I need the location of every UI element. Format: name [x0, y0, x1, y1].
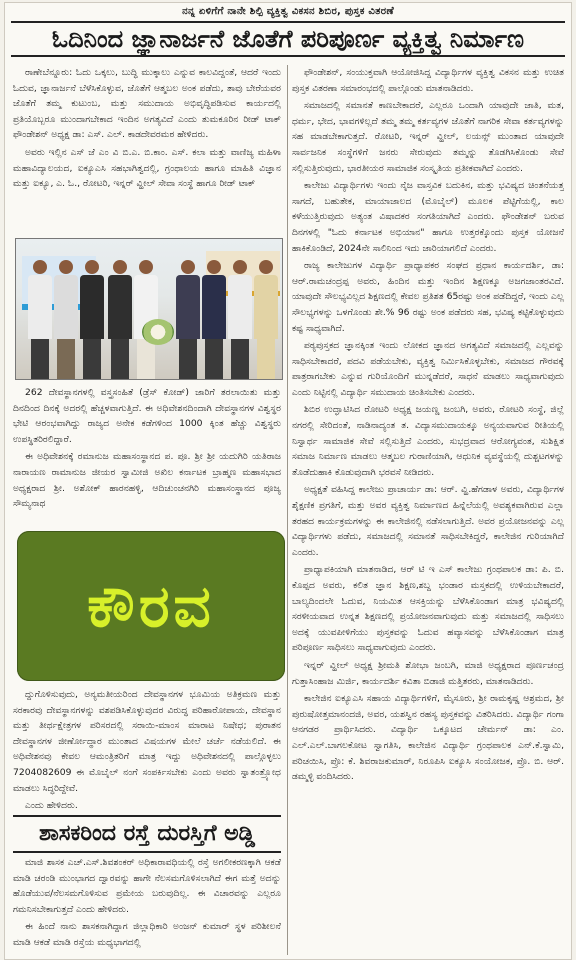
flower-bouquet	[142, 319, 174, 345]
paragraph: ಕಾಲೇಜು ವಿದ್ಯಾರ್ಥಿಗಳು ಇಂದು ನೈಜ ವಾಸ್ತವಿಕ ಬದುಕಿನ, ಮತ್ತು ಭವಿಷ್ಯದ ಚಿಂತನೆಯತ್ತ ಸಾಗದೆ, ಬಹುತೇಕ, ಮಾಯಾಜಾಲದ (ಮೊಬೈಲ್) ಮೂಲಕ ಪೆಟ್ಟಿಗೆಯಲ್ಲಿ, ಕಾಲ ಕಳೆಯುತ್ತಿರುವುದು ಅತ್ಯಂತ ವಿಷಾದಕರ ಸಂಗತಿಯಾಗಿದೆ ಎಂದರು. ಫೌಂಡೇಶನ್ ಬರುವ ದಿನಗಳಲ್ಲಿ "ಓದು ಕರ್ನಾಟಕ ಅಭಿಯಾನ" ಹಾಗೂ ಉತ್ತರಕ್ಕೊಂದು ಪುಸ್ತಕ ಯೋಜನೆ ಹಾಕಿಕೊಂಡಿದೆ, 2024ನೇ ಸಾಲಿನಿಂದ ಇದು ಜಾರಿಯಾಗಲಿದೆ ಎಂದರು.	[292, 180, 564, 254]
article-headline: ಓದಿನಿಂದ ಜ್ಞಾನಾರ್ಜನೆ ಜೊತೆಗೆ ಪರಿಪೂರ್ಣ ವ್ಯಕ್ತಿತ್ವ ನಿರ್ಮಾಣ	[11, 21, 565, 57]
second-article-body	[13, 855, 281, 955]
person-figure	[202, 260, 226, 379]
paragraph: ಕಾಲೇಜಿನ ಐಕ್ಯೂಎಸಿ ಸಹಾಯ ವಿದ್ಯಾರ್ಥಿಗಳಿಗೆ, ಮೈಸೂರು, ಶ್ರೀ ರಾಮಕೃಷ್ಣ ಆಶ್ರಮದ, ಶ್ರೀ ಪುರುಷೋತ್ತಮಾನಂದಜಿ, ಅವರ, ಯಶಸ್ವಿನ ರಹಸ್ಯ ಪುಸ್ತಕವನ್ನು ವಿತರಿಸಿದರು. ವಿದ್ಯಾರ್ಥಿ ಗಂಗಾ ಆನಗಡರ ಪ್ರಾರ್ಥಿಸಿದರು. ವಿದ್ಯಾರ್ಥಿ ಒಕ್ಕೂಟದ ಚೇರ್ಮನ್ ಡಾ: ಎಂ. ಎಲ್.ಎಲ್.ಬಾಗಲಕೋಟ ಸ್ವಾಗತಿಸಿ, ಕಾಲೇಜಿನ ವಿದ್ಯಾರ್ಥಿ ಗ್ರಂಥಪಾಲಕ ಎನ್.ಕೆ.ಸ್ವಾಮಿ, ಪರಿಚಯಿಸಿ, ಪ್ರೊ: ಕೆ. ಶಿವರಾಜಕುಮಾರ್, ನಿರೂಪಿಸಿ ಐಕ್ಯೂಸಿ ಸಂಯೋಜಕ, ಪ್ರೊ. ಬಿ. ಆರ್. ಡಮ್ಮಳ್ಳಿ ವಂದಿಸಿದರು.	[292, 693, 564, 783]
paragraph: ಇನ್ನರ್ ವ್ಹೀಲ್ ಅಧ್ಯಕ್ಷ ಶ್ರೀಮತಿ ಶೋಭಾ ಜಂಬಗಿ, ಮಾಜಿ ಅಧ್ಯಕ್ಷರಾದ ಪೂರ್ಣಚಂದ್ರ ಗುತ್ತಾಸಿಂಹಾಜ ಮಿರ್ಜಿ, ಕಾರ್ಯದರ್ಶಿ ಕವಿತಾ ಬಿಡಾಜಿ ಮತ್ತಿತರರು, ಮಾತನಾಡಿದರು.	[292, 659, 564, 687]
paragraph: ಶಿಬಿರ ಉದ್ಘಾಟಿಸಿದ ರೋಟರಿ ಅಧ್ಯಕ್ಷ ಜಯಣ್ಣ ಜಂಬಗಿ, ಅವರು, ರೋಟರಿ ಸಂಸ್ಥೆ, ಜಿಲ್ಲೆ ನಗರಲ್ಲಿ ಸೇರಿದಂತೆ, ನಾಡಿನಾದ್ಯಂತ ತ. ವಿದ್ಯಾಸಮುದಾಯಕ್ಕೂ ಅನ್ಯಯವಾಗುವ ರೀತಿಯಲ್ಲಿ ನಿಸ್ವಾರ್ಥ ಸಾಮಾಜಿಕ ಸೇವೆ ಸಲ್ಲಿಸುತ್ತಿದೆ ಎಂದರು, ಸುಭದ್ರವಾದ ಆರೋಗ್ಯವಂತ, ಸುಶಿಕ್ಷಿತ ಸಮಾಜ ನಿರ್ಮಾಣ ಮಾಡಲು ಆತ್ಮಬಲ ಗುರಾಣಿಯಾಗಿ, ಆಧುನಿಕ ವ್ಯವಸ್ಥೆಯಲ್ಲಿ ದುಶ್ಚಟಗಳನ್ನು ತೊಡೆದುಹಾಕಿ ಕೊಡುವುದಾಗಿ ಭರವಸೆ ನೀಡಿದರು.	[292, 404, 564, 478]
kaurava-watermark-logo	[17, 531, 285, 681]
paragraph: ರಾಣೇಬೆನ್ನೂರು: ಓದು ಒಕ್ಕಲು, ಬುದ್ಧಿ ಮುಕ್ಕಾಲು ಎನ್ನುವ ಕಾಲವಿದ್ದಂತೆ, ಆದರೆ ಇಂದು ಓದುವ, ಜ್ಞಾನಾರ್ಜನೆ ಬೆಳೆಸಿಕೊಳ್ಳುವ, ಜೊತೆಗೆ ಆತ್ಮಬಲ ಅಂಕ ಪಡೆದು, ತಾವು ಬೇರೆಯವರ ಜೊತೆಗೆ ತಮ್ಮ ಕುಟುಂಬ, ಮತ್ತು ಸಮುದಾಯ ಅಭಿವೃದ್ಧಿಪಡಿಸುವ ಕಾರ್ಯದಲ್ಲಿ ಪ್ರತಿಯೊಬ್ಬರೂ ಮುಂದಾಗಬೇಕಾದ ಇಂದಿನ ಅಗತ್ಯವಿದೆ ಎಂದು ತುಮಕೂರಿನ ರೀಡ್ ಟಾಕ್ ಫೌಂಡೇಶನ್ ಅಧ್ಯಕ್ಷ ಡಾ: ಎಸ್. ಎಲ್. ಕಾಡದೇವರಮಠ ಹೇಳಿದರು.	[13, 67, 281, 141]
paragraph: ಫೌಂಡೇಶನ್, ಸಂಯುಕ್ತವಾಗಿ ಆಯೋಜಿಸಿದ್ದ ವಿದ್ಯಾರ್ಥಿಗಳ ವ್ಯಕ್ತಿತ್ವ ವಿಕಸನ ಮತ್ತು ಉಚಿತ ಪುಸ್ತಕ ವಿತರಣಾ ಸಮಾರಂಭದಲ್ಲಿ ಪಾಲ್ಗೊಂಡು ಮಾತನಾಡಿದರು.	[292, 67, 564, 94]
event-photo	[15, 238, 283, 380]
second-article-headline: ಶಾಸಕರಿಂದ ರಸ್ತೆ ದುರಸ್ತಿಗೆ ಅಡ್ಡಿ	[13, 815, 281, 853]
left-column-middle	[13, 385, 281, 525]
paragraph: ಎಂದು ಹೇಳಿದರು.	[25, 800, 78, 809]
person-figure	[80, 260, 104, 379]
paragraph: ದ್ದುಗೊಳಿಸುವುದು, ಅನ್ಯಮತೀಯರಿಂದ ದೇವಸ್ಥಾನಗಳ ಭೂಮಿಯ ಅತಿಕ್ರಮಣ ಮತ್ತು ಸರಕಾರವು ದೇವಸ್ಥಾನಗಳನ್ನು ವಶಪಡಿಸಿಕೊಳ್ಳುವುದರ ವಿರುದ್ಧ ಪರಿಹಾರೋಪಾಯ, ದೇವಸ್ಥಾನ ಮತ್ತು ತೀರ್ಥಕ್ಷೇತ್ರಗಳ ಪರಿಸರದಲ್ಲಿ ಸರಾಯಿ-ಮಾಂಸ ಮಾರಾಟ ನಿಷೇಧ; ಪುರಾತನ ದೇವಸ್ಥಾನಗಳ ಜೀರ್ಣೋದ್ಧಾರ ಮುಂತಾದ ವಿಷಯಗಳ ಮೇಲೆ ಚರ್ಚೆ ನಡೆಯಲಿದೆ. ಈ ಅಧಿವೇಶನವು ಕೇವಲ ಆಮಂತ್ರಿತರಿಗೆ ಮಾತ್ರ ಇದ್ದು ಅಧಿವೇಶನದಲ್ಲಿ ಪಾಲ್ಗೊಳ್ಳಲು 7204082609 ಈ ಮೊಬೈಲ್ ನಂಗೆ ಸಂಪರ್ಕಿಸಬೇಕು ಎಂದು ಅವರು ಸ್ವಾತಂತ್ರ್ಯೋಧ ಮಾಡಲು ಸಿದ್ಧರಿದ್ದೇವೆ.	[13, 689, 281, 794]
person-figure	[228, 260, 252, 379]
person-figure	[108, 260, 132, 379]
newspaper-page	[4, 2, 572, 960]
person-figure	[176, 260, 200, 379]
article-kicker: ನನ್ನ ಏಳಿಗೆಗೆ ನಾನೇ ಶಿಲ್ಪಿ ವ್ಯಕ್ತಿತ್ವ ವಿಕಸನ ಶಿಬಿರ, ಪುಸ್ತಕ ವಿತರಣೆ	[182, 6, 394, 17]
paragraph: ಈ ಅಧಿವೇಶನಕ್ಕೆ ರಮಾನುಜ ಮಹಾಸಂಸ್ಥಾನದ ಪ. ಪೂ. ಶ್ರೀ ಶ್ರೀ ಯದುಗಿರಿ ಯತಿರಾಜ ನಾರಾಯಣ ರಾಮಾನುಜ ಜೀಯರ ಸ್ವಾಮೀಜಿ ಅಖಿಲ ಕರ್ನಾಟಕ ಬ್ರಾಹ್ಮಣ ಮಹಾಸಭಾದ ಅಧ್ಯಕ್ಷರಾದ ಶ್ರೀ. ಅಶೋಕ್ ಹಾರನಹಳ್ಳಿ, ಆದಿಚುಂಚನಗಿರಿ ಮಹಾಸಂಸ್ಥಾನದ ಪೂಜ್ಯ ಸೌಮ್ಯನಾಥ	[13, 451, 281, 510]
person-figure	[254, 260, 278, 379]
watermark-text: ಕೌರವ	[87, 572, 215, 640]
person-figure	[54, 260, 78, 379]
paragraph: ಅವರು ಇಲ್ಲಿನ ಎಸ್ ಜೆ ಎಂ ವಿ ಬಿ.ಎ. ಬಿ.ಕಾಂ. ಎಸ್. ಕಲಾ ಮತ್ತು ವಾಣಿಜ್ಯ ಮಹಿಳಾ ಮಹಾವಿದ್ಯಾಲಯದ, ಐಕ್ಯೂಎಸಿ ಸಹಭಾಗಿತ್ವದಲ್ಲಿ, ಗ್ರಂಥಾಲಯ ಹಾಗೂ ಮಾಹಿತಿ ವಿಜ್ಞಾನ ಮತ್ತು ಐಕ್ಯೂ, ಎ. ಓ., ರೋಟರಿ, ಇನ್ನರ್ ವ್ಹೀಲ್ ಸೇವಾ ಸಂಸ್ಥೆ ಹಾಗೂ ರೀಡ್ ಟಾಕ್	[13, 146, 281, 190]
paragraph: ಸಮಾಜದಲ್ಲಿ ಸಮಾನತೆ ಕಾಣಬೇಕಾದರೆ, ಎಲ್ಲರೂ ಒಂದಾಗಿ ಯಾವುದೇ ಜಾತಿ, ಮತ, ಧರ್ಮ, ಭೇದ, ಭಾವಗಳಿಲ್ಲದೆ ತಮ್ಮ ತಮ್ಮ ಕರ್ತವ್ಯಗಳ ಜೊತೆಗೆ ನಾಗರಿಕ ಸೇವಾ ಕರ್ತವ್ಯಗಳನ್ನು ಸಹ ಮಾಡಬೇಕಾಗುತ್ತದೆ. ರೋಟರಿ, ಇನ್ನರ್ ವ್ಹೀಲ್, ಲಯನ್ಸ್ ಮುಂತಾದ ಯಾವುದೇ ಸಾರ್ವಜನಿಕ ಸಂಸ್ಥೆಗಳಿಗೆ ಜನರು ಸೇರುವುದು ತಮ್ಮನ್ನು ತೊಡಗಿಸಿಕೊಂಡು ಸೇವೆ ಸಲ್ಲಿಸುತ್ತಿರುವುದು, ಭಾರತೀಯರ ಸಾಮಾಜಿಕ ಸಂಸ್ಕೃತಿಯ ಪ್ರತೀಕವಾಗಿದೆ ಎಂದರು.	[292, 100, 564, 174]
paragraph: ಪ್ರಾಧ್ಯಾಪಕಿಯಾಗಿ ಮಾತನಾಡಿದ, ಆರ್ ಟಿ ಇ ಎಸ್ ಕಾಲೇಜು ಗ್ರಂಥಪಾಲಕ ಡಾ: ಪಿ. ಬಿ. ಕೊಪ್ಪದ ಅವರು, ಕಲಿತ ಜ್ಞಾನ ಶಿಕ್ಷಣ,ಶಬ್ದ ಭಂಡಾರ ಮಸ್ತಕದಲ್ಲಿ ಉಳಿಯಬೇಕಾದರೆ, ಬಾಲ್ಯದಿಂದಲೇ ಓದುವ, ನಿಯಮಿತ ಆಸಕ್ತಿಯನ್ನು ಬೆಳೆಸಿಕೊಂಡಾಗ ಮಾತ್ರ ಭವಿಷ್ಯದಲ್ಲಿ ಸರಳೀಯವಾದ ಉನ್ನತ ಶಿಕ್ಷಣದಲ್ಲಿ ಪ್ರಯೋಜನವಾಗುವುದು ಮತ್ತು ಸಮಾಜದಲ್ಲಿ ಸಾಧಿಸಲು ಅದಕ್ಕೆ ಯುವಪೀಳಿಗೆಯು ಪುಸ್ತಕವನ್ನು ಓದುವ ಹವ್ಯಾಸವನ್ನು ಬೆಳೆಸಿಕೊಂಡಾಗ ಮಾತ್ರ ಪರಿಪೂರ್ಣ ಸಾಧಿಸಲು ಸಾಧ್ಯವಾಗುವುದು ಎಂದರು.	[292, 564, 564, 654]
right-column	[292, 65, 564, 955]
paragraph: ಈ ಹಿಂದೆ ನಾನು ಶಾಸಕನಾಗಿದ್ದಾಗ ಜಿಲ್ಲಾಧಿಕಾರಿ ಅಂಜನ್ ಕುಮಾರ್ ಸ್ಥಳ ಪರಿಶೀಲನೆ ಮಾಡಿ ಆಕಡೆ ಮಾಡಿ ರಸ್ತೆಯ ಮಧ್ಯಭಾಗದಲ್ಲಿ	[13, 921, 281, 948]
paragraph: ರಾಜ್ಯ ಕಾಲೇಜುಗಳ ವಿದ್ಯಾರ್ಥಿ ಪ್ರಾಧ್ಯಾಪಕರ ಸಂಘದ ಪ್ರಧಾನ ಕಾರ್ಯದರ್ಶಿ, ಡಾ: ಆರ್.ರಾಮಚಂದ್ರಪ್ಪ ಅವರು, ಹಿಂದಿನ ಮತ್ತು ಇಂದಿನ ಶಿಕ್ಷಣಕ್ಕೂ ಅಜಗಜಾಂತರವಿದೆ. ಯಾವುದೇ ಸೌಲಭ್ಯವಿಲ್ಲದ ಶಿಕ್ಷಣದಲ್ಲಿ ಕೇವಲ ಪ್ರತಿಶತ 65ರಷ್ಟು ಅಂಕ ಪಡೆದಿದ್ದರೆ, ಇಂದು ಎಲ್ಲ ಸೌಲಭ್ಯಗಳನ್ನು ಒಳಗೊಂಡು ಶೇ.% 96 ರಷ್ಟು ಅಂಕ ಪಡೆದರು ಸಹ, ಭವಿಷ್ಯ ಕಟ್ಟಿಕೊಳ್ಳುವುದು ಕಷ್ಟ ಸಾಧ್ಯವಾಗಿದೆ.	[292, 260, 564, 334]
paragraph: 262 ದೇವಸ್ಥಾನಗಳಲ್ಲಿ ವಸ್ತ್ರಸಂಹಿತೆ (ಡ್ರೆಸ್ ಕೋಡ್) ಜಾರಿಗೆ ತರಲಾಯಿತು ಮತ್ತು ದಿನದಿಂದ ದಿನಕ್ಕೆ ಅದರಲ್ಲಿ ಹೆಚ್ಚಳವಾಗುತ್ತಿದೆ. ಈ ಅಧಿವೇಶನದಿಂದಾಗಿ ದೇವಸ್ಥಾನಗಳ ವಿಶ್ವಸ್ಥರ ಭೇಟಿ ಆರಂಭವಾಗಿದ್ದು ರಾಜ್ಯದ ಅನೇಕ ಕಡೆಗಳಿಂದ 1000 ಕ್ಕಿಂತ ಹೆಚ್ಚು ವಿಶ್ವಸ್ಥರು ಉಪಸ್ಥಿತರಿರಲಿದ್ದಾರೆ.	[13, 387, 281, 445]
paragraph: ಪಠ್ಯಪುಸ್ತಕದ ಜ್ಞಾನಕ್ಕಿಂತ ಇಂದು ಲೋಕದ ಜ್ಞಾನದ ಅಗತ್ಯವಿದೆ ಸಮಾಜದಲ್ಲಿ ಎಲ್ಲವನ್ನು ಸಾಧಿಸಬೇಕಾದರೆ, ಪದವಿ ಪಡೆಯಬೇಕು, ವ್ಯಕ್ತಿತ್ವ ನಿರ್ಮಿಸಿಕೊಳ್ಳಬೇಕು, ಸಮಾಜದ ಗೌರವಕ್ಕೆ ಪಾತ್ರರಾಗಬೇಕು ಎನ್ನುವ ಗುರಿಯೊಂದಿಗೆ ಮುನ್ನಡೆದರೆ, ಸಾಧನೆ ಮಾಡಲು ಸಾಧ್ಯವಾಗುವುದು ಎಂದು ನಿಟ್ಟಿನಲ್ಲಿ ವಿದ್ಯಾರ್ಥಿ ಸಮುದಾಯ ಚಿಂತಿಸಬೇಕು ಎಂದರು.	[292, 340, 564, 398]
left-column-bottom	[13, 687, 281, 809]
column-divider	[287, 65, 288, 955]
paragraph: ಮಾಜಿ ಶಾಸಕ ಎಚ್.ಎಸ್.ಶಿವಶಂಕರ್ ಅಧಿಕಾರಾವಧಿಯಲ್ಲಿ ರಸ್ತೆ ಅಗಲೀಕರಣಕ್ಕಾಗಿ ಆಕಡೆ ಮಾಡಿ ಚರಂಡಿ ಮುಂಭಾಗದ ದ್ವಾರವನ್ನು ಹಾಗೇ ನೆಲಸಮಗೊಳಿಸಲಾಗಿದೆ ಈಗ ಮತ್ತೆ ಅದನ್ನು ಹೊಡೆಯುವ/ನೆಲಸಮಗೊಳಿಸುವ ಪ್ರಮೇಯ ಬರುವುದಿಲ್ಲ. ಈ ವಿಚಾರವನ್ನು ಎಲ್ಲರೂ ಗಮನಿಸಬೇಕಾಗುತ್ತದೆ ಎಂದು ಹೇಳಿದರು.	[13, 857, 281, 915]
left-column-top	[13, 65, 281, 235]
person-figure	[28, 260, 52, 379]
paragraph: ಅಧ್ಯಕ್ಷತೆ ವಹಿಸಿದ್ದ ಕಾಲೇಜು ಪ್ರಾಚಾರ್ಯ ಡಾ: ಆರ್. ವ್ಹಿ.ಹೆಗಡಾಳ ಅವರು, ವಿದ್ಯಾರ್ಥಿಗಳ ಶೈಕ್ಷಣಿಕ ಪ್ರಗತಿಗೆ, ಮತ್ತು ಅವರ ವ್ಯಕ್ತಿತ್ವ ನಿರ್ಮಾಣದ ಹಿನ್ನೆಲೆಯಲ್ಲಿ ಅವಶ್ಯಕವಾಗಿರುವ ಎಲ್ಲಾ ತರಹದ ಕಾರ್ಯಕ್ರಮಗಳನ್ನು ಈ ಕಾಲೇಜಿನಲ್ಲಿ ನಡೆಸಲಾಗುತ್ತಿದೆ. ಅವರ ಪ್ರಯೋಜನವನ್ನು ಎಲ್ಲ ವಿದ್ಯಾರ್ಥಿಗಳು ಪಡೆದು, ಸಮಾಜದಲ್ಲಿ ಸಮಾನತೆ ಸಾಧಿಸಬೇಕಿದ್ದರೆ, ಕಾಲೇಜಿನ ಗುರಿಯಾಗಿದೆ ಎಂದರು.	[292, 484, 564, 558]
